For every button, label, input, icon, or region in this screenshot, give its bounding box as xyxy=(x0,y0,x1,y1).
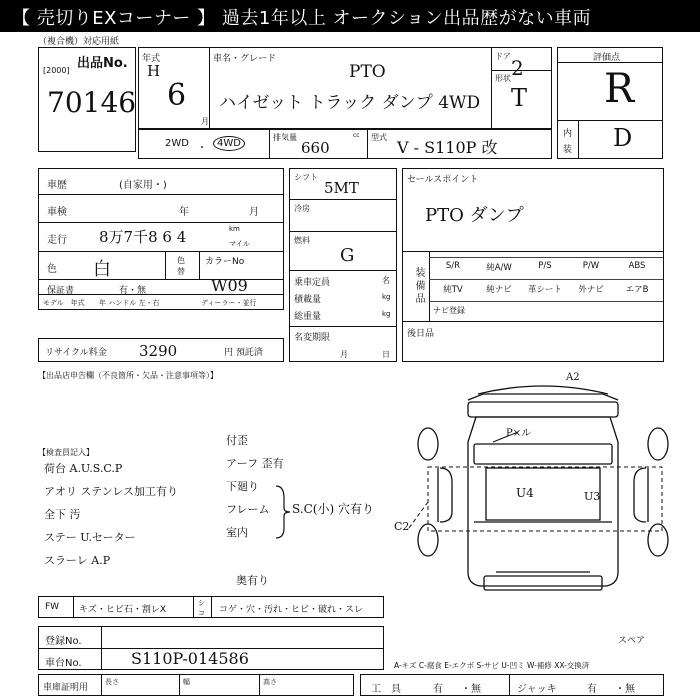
equip-item: 純ナビ xyxy=(486,285,512,295)
reg-label: 登録No. xyxy=(45,636,82,647)
equip-item: 外ナビ xyxy=(578,285,604,295)
int-grade: D xyxy=(613,124,633,152)
inspect-label: 車検 xyxy=(47,207,67,218)
jack-yes: 有 xyxy=(587,684,597,695)
type-label: 型式 xyxy=(371,133,387,142)
seller-note-left: 荷台 A.U.S.C.P xyxy=(44,462,123,475)
inspect-year: 年 xyxy=(179,207,189,218)
seller-note-right: 付歪 xyxy=(226,434,248,447)
shift-label: シフト xyxy=(294,173,318,182)
details-table xyxy=(38,168,284,310)
jack-no: ・無 xyxy=(615,684,635,695)
mileage-label: 走行 xyxy=(47,235,67,246)
chassis-label: 車台No. xyxy=(45,658,82,669)
brace-note: S.C(小) 穴有り xyxy=(292,502,374,516)
handle: 年 ハンドル 左・右 xyxy=(99,299,160,307)
load-unit: kg xyxy=(382,293,391,301)
equip-item: P/W xyxy=(582,261,600,271)
shift-value: 5MT xyxy=(324,179,359,197)
ao-note: 奥有り xyxy=(236,574,269,587)
inspect-month: 月 xyxy=(249,207,259,218)
warranty-label: 保証書 xyxy=(47,286,75,296)
fw-label: FW xyxy=(45,602,60,612)
tools-row xyxy=(360,674,664,696)
u4-note: U4 xyxy=(516,486,534,500)
drive-sep: ・ xyxy=(197,143,207,154)
sales-label: セールスポイント xyxy=(407,175,479,185)
stamp: [2000] xyxy=(43,66,70,75)
year-value: 6 xyxy=(167,78,187,113)
body-label: 形状 xyxy=(495,74,511,83)
name-line1: PTO xyxy=(349,62,386,82)
vehicle-diagram xyxy=(408,372,678,600)
gross-unit: kg xyxy=(382,310,391,318)
spec-row xyxy=(138,129,552,159)
cert-length: 長さ xyxy=(105,678,119,686)
color-value: 白 xyxy=(93,259,111,280)
nc-day: 日 xyxy=(382,350,390,359)
cert-width: 幅 xyxy=(183,678,190,686)
int-label-2: 装 xyxy=(563,145,573,155)
int-label-1: 内 xyxy=(563,129,573,139)
name-label: 車名・グレード xyxy=(213,54,277,64)
paper-note: （複合機）対応用紙 xyxy=(38,37,120,47)
eval-label: 評価点 xyxy=(593,53,621,63)
doors-value: 2 xyxy=(511,56,524,80)
damage-legend: A-キズ C-腐食 E-エクボ S-サビ U-凹ミ W-補修 XX-交換済 xyxy=(394,661,590,670)
nc-month: 月 xyxy=(340,350,348,359)
fw-row xyxy=(38,596,384,618)
cap-label: 乗車定員 xyxy=(294,278,331,288)
gross-label: 総重量 xyxy=(294,312,322,322)
spare-label: スペア xyxy=(618,636,646,646)
recycle-label: リサイクル料金 xyxy=(45,348,107,358)
mile-unit: マイル xyxy=(229,240,250,248)
history-value: (自家用・) xyxy=(119,180,167,191)
fw-items: キズ・ヒビ石・割レX xyxy=(79,605,166,615)
u3-note: U3 xyxy=(584,490,601,503)
cert-height: 高さ xyxy=(263,678,277,686)
sales-table xyxy=(402,168,664,362)
cert-row xyxy=(38,674,354,696)
ac-label: 冷房 xyxy=(294,204,310,213)
fw-tail: コゲ・穴・汚れ・ヒビ・破れ・スレ xyxy=(219,605,364,615)
tools-no: ・無 xyxy=(461,684,481,695)
drive-2wd: 2WD xyxy=(165,138,189,149)
fw-ko: コ xyxy=(198,609,205,617)
c2-note: C2 xyxy=(394,520,410,533)
load-label: 積載量 xyxy=(294,295,322,305)
model-year: モデル 年式 xyxy=(43,299,85,307)
doors-label: ドア xyxy=(495,52,511,61)
equip-item: P/S xyxy=(538,261,552,271)
cert-label: 車庫証明用 xyxy=(43,683,89,693)
seller-note-left: アオリ ステンレス加工有り xyxy=(44,485,179,498)
color-label: 色 xyxy=(47,264,57,275)
equip-item: エアB xyxy=(625,285,649,295)
lot-label: 出品No. xyxy=(77,56,128,71)
lot-number: 70146 xyxy=(47,86,137,119)
warranty-value: 有・無 xyxy=(119,286,147,296)
year-label: 年式 xyxy=(142,54,161,64)
reg-block xyxy=(38,626,384,670)
seller-note-left: スラーレ A.P xyxy=(44,554,111,567)
equip-item: S/R xyxy=(445,261,461,271)
namechange-label: 名変期限 xyxy=(294,333,331,343)
history-label: 車歴 xyxy=(47,180,67,191)
colorno-value: W09 xyxy=(211,276,248,295)
chassis-value: S110P-014586 xyxy=(131,649,249,668)
dealer: ディーラー・並行 xyxy=(201,299,257,307)
disp-value: 660 xyxy=(301,139,330,157)
recycle-row xyxy=(38,338,284,362)
month-mark: 月 xyxy=(201,117,209,126)
colorno-label: カラーNo xyxy=(205,257,245,267)
era: H xyxy=(147,62,161,80)
km-unit: km xyxy=(229,225,240,233)
fuel-label: 燃料 xyxy=(294,236,310,245)
inspector-label: 【検査員記入】 xyxy=(38,448,94,457)
equip-label: 装 備 品 xyxy=(413,267,424,304)
header-bar xyxy=(0,0,700,32)
lot-box xyxy=(38,47,136,152)
disp-unit: cc xyxy=(353,132,360,139)
equip-item: 革シート xyxy=(527,285,562,295)
navi-label: ナビ登録 xyxy=(433,306,465,315)
name-line2: ハイゼット トラック ダンプ 4WD xyxy=(219,93,481,113)
cap-unit: 名 xyxy=(382,276,390,285)
brace xyxy=(272,484,292,540)
p-note: P×ル xyxy=(506,428,532,439)
eval-grade: R xyxy=(604,66,635,112)
seller-note-right: 室内 xyxy=(226,526,248,539)
a-note: A2 xyxy=(566,372,580,383)
color-change-2: 替 xyxy=(177,267,185,276)
seller-note-left: 全下 汚 xyxy=(44,508,81,521)
vehicle-block xyxy=(138,47,552,129)
type-value: V - S110P 改 xyxy=(397,138,498,157)
tools-yes: 有 xyxy=(433,684,443,695)
seller-note-right: アーフ 歪有 xyxy=(226,457,284,470)
seller-note-right: フレーム xyxy=(226,503,270,516)
middle-table xyxy=(289,168,397,362)
disp-label: 排気量 xyxy=(273,133,297,142)
recycle-value: 3290 xyxy=(139,342,178,360)
equip-item: ABS xyxy=(628,261,646,271)
header-title: 【 売切りEXコーナー 】 過去1年以上 オークション出品歴がない車両 xyxy=(12,8,592,29)
fw-shi: シ xyxy=(198,599,205,607)
body-value: T xyxy=(511,84,528,112)
equip-item: 純A/W xyxy=(486,263,512,273)
fuel-value: G xyxy=(340,245,355,266)
tools-label: 工 具 xyxy=(371,684,401,695)
seller-note-right: 下廻り xyxy=(226,480,259,493)
color-change-1: 色 xyxy=(177,256,185,265)
note-label: 後日品 xyxy=(407,329,435,339)
jack-label: ジャッキ xyxy=(517,684,557,695)
eval-box xyxy=(557,47,663,159)
seller-header: 【出品店申告欄（不良箇所・欠品・注意事項等）】 xyxy=(38,371,218,380)
mileage-value: 8万7千8 6 4 xyxy=(99,228,187,246)
recycle-unit: 円 預託済 xyxy=(224,348,263,358)
seller-note-left: ステー U.セーター xyxy=(44,531,136,544)
sales-value: PTO ダンプ xyxy=(425,205,524,226)
equip-item: 純TV xyxy=(443,285,463,295)
drive-4wd: 4WD xyxy=(213,136,245,151)
